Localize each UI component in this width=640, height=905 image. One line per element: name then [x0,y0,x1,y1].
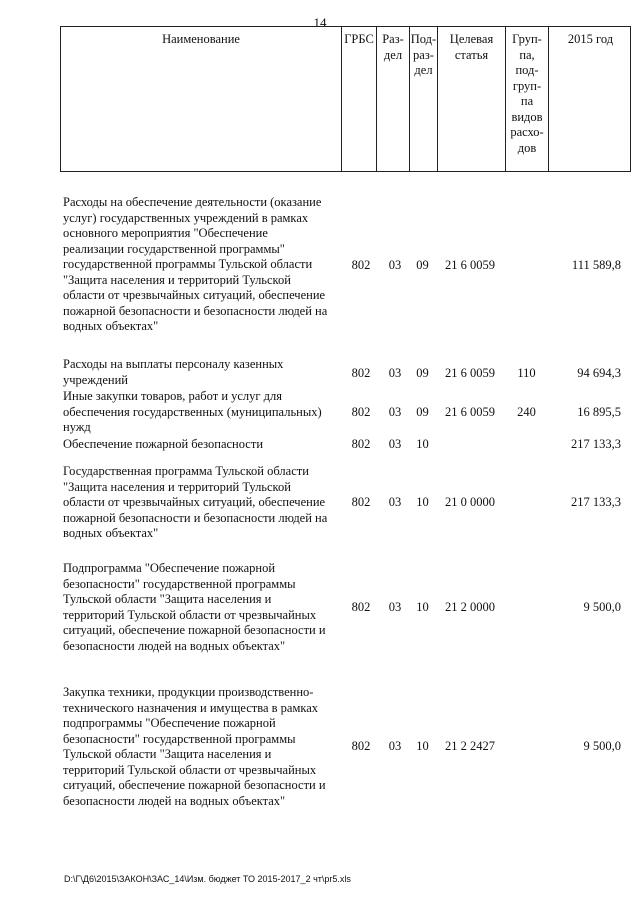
row-target: 21 2 0000 [445,600,495,614]
row-name-line: Тульской области "Защита населения и [63,747,272,761]
row-name [63,357,346,388]
row-group: 110 [517,366,536,380]
row-name-line: учреждений [63,372,128,387]
row-grbs: 802 [351,739,371,753]
row-name-line: безопасности" государственной программы [63,731,296,746]
row-name-line: ситуаций, обеспечение пожарной безопасности и [63,778,326,792]
header-target-line: статья [454,47,489,62]
row-razdel: 03 [388,366,402,380]
header-razdel [376,27,409,171]
header-year-text: 2015 год [567,32,614,46]
header-group-line: па, [519,47,535,62]
row-name-line: реализации государственной программы" [63,241,285,256]
row-razdel: 03 [388,739,402,753]
row-target: 21 6 0059 [445,405,495,419]
row-name-line: области от чрезвычайных ситуаций, обеспечение [63,495,326,509]
row-name-line: территорий Тульской области от чрезвычайных [63,762,317,777]
row-name-line: Обеспечение пожарной безопасности [63,437,264,451]
row-grbs: 802 [351,437,371,451]
row-razdel: 03 [388,437,402,451]
row-name-line: подпрограммы "Обеспечение пожарной [63,716,276,730]
header-group-line: расхо- [510,125,544,139]
row-name-line: Тульской области "Защита населения и [63,592,272,606]
row-name-line: нужд [63,420,91,434]
row-name-line: водных объектах" [63,319,159,333]
row-target: 21 2 2427 [445,739,495,753]
row-grbs: 802 [351,366,371,380]
row-target: 21 6 0059 [445,258,495,272]
row-grbs: 802 [351,600,371,614]
row-target: 21 6 0059 [445,366,495,380]
row-grbs: 802 [351,258,371,272]
row-amount: 111 589,8 [571,258,621,272]
header-year-2015 [548,27,632,171]
row-name-line: Иные закупки товаров, работ и услуг для [63,389,283,403]
row-name-line: безопасности людей на водных объектах" [63,638,286,653]
row-name-line: Расходы на выплаты персоналу казенных [63,357,284,371]
row-podrazdel: 09 [416,258,429,272]
row-podrazdel: 10 [416,600,429,614]
row-name-line: услуг) государственных учреждений в рамках [63,210,309,225]
row-name-line: "Защита населения и территорий Тульской [63,479,291,494]
header-name-text: Наименование [162,32,240,46]
row-grbs: 802 [351,405,371,419]
row-name-line: технического назначения и имущества в рамках [63,700,319,715]
row-name-line: государственной программы Тульской области [63,257,313,271]
row-name [63,685,346,809]
row-name-line: Закупка техники, продукции производственно- [63,685,314,699]
header-grbs-text: ГРБС [344,32,374,46]
row-amount: 217 133,3 [571,495,621,509]
row-razdel: 03 [388,405,402,419]
row-name [63,195,346,335]
row-amount: 217 133,3 [571,437,621,451]
header-group-line: па [520,94,534,108]
row-podrazdel: 10 [416,437,429,451]
row-podrazdel: 09 [416,366,429,380]
row-name-line: территорий Тульской области от чрезвычайных [63,607,317,622]
header-podrazdel [409,27,437,171]
header-group-line: под- [515,63,539,77]
header-group-line: груп- [512,78,542,93]
row-grbs: 802 [351,495,371,509]
row-target: 21 0 0000 [445,495,495,509]
table-header [60,26,631,172]
header-razdel-line: дел [383,47,403,62]
header-group-line: Груп- [512,32,542,46]
row-podrazdel: 10 [416,739,429,753]
row-name-line: пожарной безопасности и безопасности людей на [63,510,328,525]
file-path-footer: D:\Г\Д6\2015\ЗАКОН\ЗАС_14\Изм. бюджет ТО 2015-2017_2 чт\pr5.xls [64,874,351,884]
row-name [63,437,346,453]
row-name [63,561,346,654]
row-razdel: 03 [388,258,402,272]
row-name-line: "Защита населения и территорий Тульской [63,272,291,287]
row-name-line: безопасности людей на водных объектах" [63,793,286,808]
row-group: 240 [517,405,536,419]
row-name-line: Подпрограмма "Обеспечение пожарной [63,561,276,575]
row-amount: 16 895,5 [577,405,621,419]
header-group-line: видов [511,109,543,124]
row-name [63,464,346,542]
row-name-line: водных объектах" [63,526,159,540]
row-name-line: безопасности" государственной программы [63,576,296,591]
row-name-line: пожарной безопасности и безопасности людей на [63,303,328,318]
row-razdel: 03 [388,600,402,614]
header-name [61,27,341,171]
header-podrazdel-line: раз- [413,47,434,62]
row-razdel: 03 [388,495,402,509]
header-razdel-line: Раз- [382,32,404,46]
header-target-article [437,27,505,171]
row-name-line: ситуаций, обеспечение пожарной безопасности и [63,623,326,637]
row-podrazdel: 09 [416,405,429,419]
header-expense-group [505,27,548,171]
row-name [63,389,346,436]
row-name-line: Расходы на обеспечение деятельности (оказание [63,195,322,209]
row-name-line: области от чрезвычайных ситуаций, обеспечение [63,288,326,302]
row-name-line: основного мероприятия "Обеспечение [63,226,268,240]
row-podrazdel: 10 [416,495,429,509]
page-number: 14 [313,15,327,30]
header-podrazdel-line: Под- [410,32,437,46]
header-grbs [341,27,376,171]
header-target-line: Целевая [449,32,494,46]
row-amount: 94 694,3 [577,366,621,380]
row-name-line: Государственная программа Тульской области [63,464,309,478]
row-amount: 9 500,0 [583,739,621,753]
header-podrazdel-line: дел [414,63,433,77]
row-amount: 9 500,0 [583,600,621,614]
header-group-line: дов [517,140,537,155]
row-name-line: обеспечения государственных (муниципальных) [63,404,322,419]
